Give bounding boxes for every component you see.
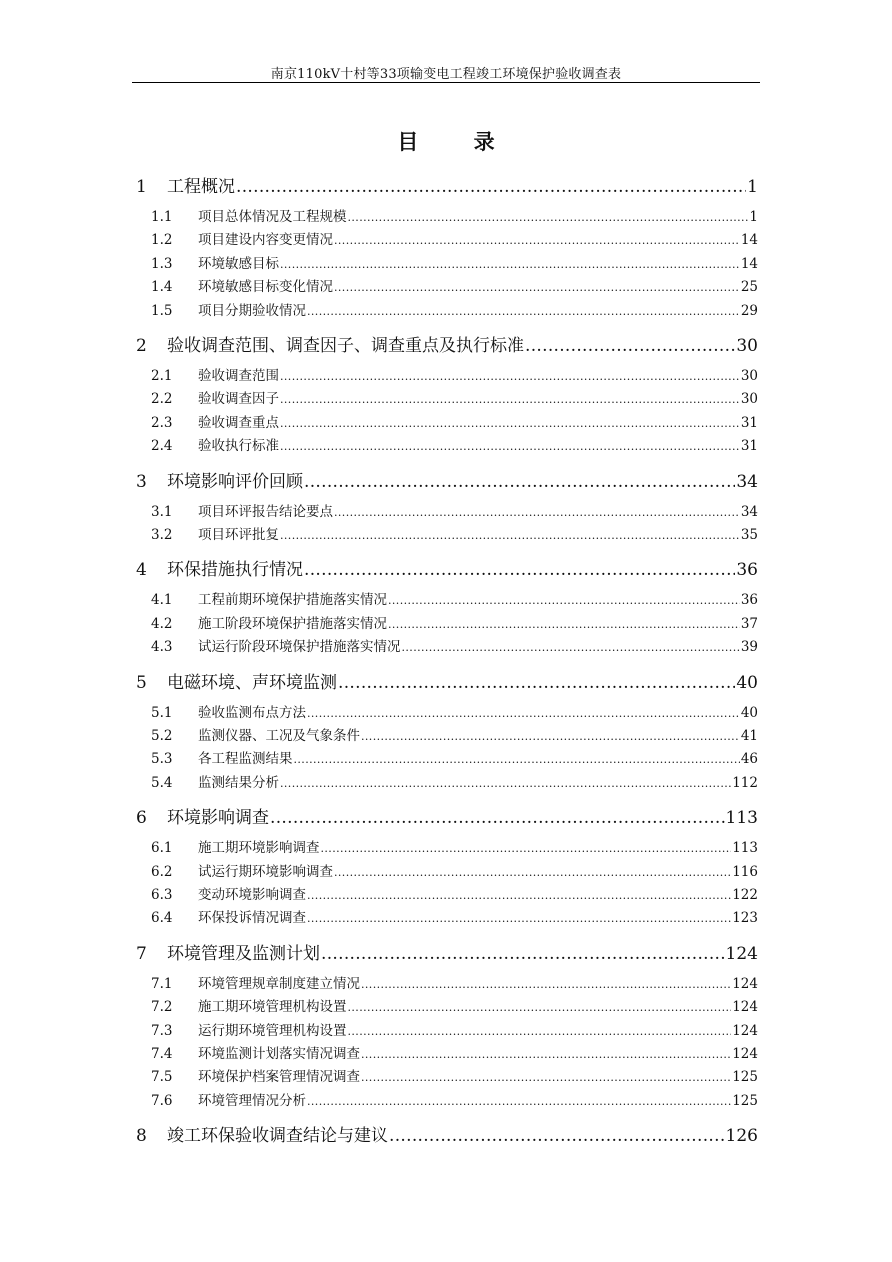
toc-entry-num: 6.4 [151, 910, 173, 927]
toc-entry-label: 项目环评报告结论要点 [198, 503, 333, 520]
toc-entry-label: 环境敏感目标 [198, 255, 279, 272]
toc-entry-num: 5.2 [151, 728, 173, 744]
toc-entry-num: 1.4 [151, 279, 173, 296]
toc-entry-page: 116 [732, 863, 758, 880]
toc-entry-label: 各工程监测结果 [198, 751, 293, 768]
toc-entry-page: 39 [740, 639, 758, 656]
toc-entry-leader-dots [280, 777, 731, 790]
toc-section-7-3[interactable] [151, 1019, 758, 1039]
toc-entry-leader-dots [388, 618, 740, 631]
toc-entry-num: 7.3 [151, 1022, 173, 1039]
toc-entry-page: 1 [747, 177, 758, 197]
toc-entry-label: 项目建设内容变更情况 [198, 232, 333, 249]
toc-entry-num: 3.2 [151, 527, 173, 543]
toc-entry-num: 1 [136, 177, 147, 197]
toc-section-6-2[interactable] [151, 860, 758, 880]
toc-entry-num: 7.4 [151, 1046, 173, 1062]
toc-entry-label: 验收调查重点 [198, 414, 279, 431]
toc-entry-label: 施工阶段环境保护措施落实情况 [198, 615, 387, 632]
toc-entry-label: 验收监测布点方法 [198, 704, 306, 721]
toc-entry-num: 2 [136, 336, 147, 356]
toc-entry-num: 7.5 [151, 1069, 173, 1086]
toc-entry-label: 工程前期环境保护措施落实情况 [198, 592, 387, 609]
toc-entry-label: 环境管理情况分析 [198, 1092, 306, 1109]
toc-entry-page: 31 [740, 414, 758, 431]
toc-entry-page: 124 [732, 1046, 758, 1062]
toc-entry-label: 试运行阶段环境保护措施落实情况 [198, 639, 401, 656]
toc-section-1-2[interactable] [151, 228, 758, 248]
toc-entry-leader-dots [388, 594, 740, 607]
toc-entry-page: 30 [740, 368, 758, 384]
toc-entry-leader-dots [334, 281, 740, 294]
toc-entry-label: 环境敏感目标变化情况 [198, 279, 333, 296]
toc-entry-leader-dots [361, 730, 740, 743]
toc-entry-label: 变动环境影响调查 [198, 887, 306, 903]
toc-entry-leader-dots [334, 866, 731, 879]
toc-entry-num: 5.4 [151, 774, 173, 791]
header-rule [132, 82, 760, 83]
toc-section-4-3[interactable] [151, 635, 758, 655]
toc-entry-leader-dots [334, 506, 740, 519]
toc-section-7-4[interactable] [151, 1042, 758, 1062]
toc-entry-leader-dots [307, 1095, 731, 1108]
toc-entry-leader-dots [338, 673, 735, 693]
toc-chapter-1[interactable] [136, 172, 758, 197]
toc-entry-label: 环境影响调查 [167, 808, 269, 829]
toc-entry-page: 40 [740, 704, 758, 721]
toc-chapter-8[interactable] [136, 1121, 758, 1146]
toc-section-2-1[interactable] [151, 364, 758, 384]
toc-entry-label: 施工期环境管理机构设置 [198, 999, 347, 1016]
toc-entry-leader-dots [294, 753, 740, 766]
toc-section-5-3[interactable] [151, 747, 758, 767]
toc-entry-page: 46 [740, 751, 758, 768]
toc-section-1-3[interactable] [151, 252, 758, 272]
toc-entry-label: 环境保护档案管理情况调查 [198, 1069, 360, 1086]
toc-entry-page: 34 [740, 503, 758, 520]
toc-entry-leader-dots [361, 978, 731, 991]
toc-section-7-2[interactable] [151, 995, 758, 1015]
toc-section-3-2[interactable] [151, 523, 758, 543]
toc-entry-num: 5.1 [151, 704, 173, 721]
toc-entry-label: 监测结果分析 [198, 774, 279, 791]
toc-entry-num: 4.3 [151, 639, 173, 656]
toc-entry-leader-dots [525, 336, 735, 356]
toc-entry-page: 40 [736, 672, 758, 693]
toc-entry-num: 3 [136, 471, 147, 492]
toc-entry-leader-dots [348, 211, 749, 224]
toc-entry-label: 运行期环境管理机构设置 [198, 1022, 347, 1039]
toc-entry-label: 试运行期环境影响调查 [198, 863, 333, 880]
toc-entry-num: 2.3 [151, 414, 173, 431]
toc-entry-page: 25 [740, 279, 758, 296]
toc-entry-label: 项目环评批复 [198, 527, 279, 543]
toc-entry-num: 5.3 [151, 751, 173, 768]
toc-entry-label: 环保投诉情况调查 [198, 910, 306, 927]
toc-entry-num: 6.1 [151, 840, 173, 857]
toc-entry-page: 1 [749, 209, 758, 225]
toc-chapter-6[interactable] [136, 803, 758, 828]
toc-chapter-7[interactable] [136, 939, 758, 964]
toc-section-5-2[interactable] [151, 724, 758, 744]
toc-entry-leader-dots [334, 234, 740, 247]
toc-entry-leader-dots [321, 842, 732, 855]
toc-chapter-3[interactable] [136, 467, 758, 492]
toc-entry-leader-dots [361, 1048, 731, 1061]
toc-entry-page: 37 [740, 615, 758, 632]
toc-entry-leader-dots [280, 529, 740, 542]
toc-entry-label: 环境监测计划落实情况调查 [198, 1046, 360, 1062]
toc-section-4-1[interactable] [151, 588, 758, 608]
toc-entry-leader-dots [307, 305, 740, 318]
toc-entry-leader-dots [348, 1025, 732, 1038]
toc-entry-page: 125 [732, 1092, 758, 1109]
toc-entry-num: 5 [136, 672, 147, 693]
toc-entry-page: 29 [740, 302, 758, 319]
toc-entry-num: 7.2 [151, 999, 173, 1016]
toc-entry-leader-dots [348, 1001, 732, 1014]
toc-entry-num: 1.1 [151, 209, 173, 225]
toc-entry-num: 4.2 [151, 615, 173, 632]
toc-entry-num: 4 [136, 560, 147, 581]
toc-entry-page: 124 [725, 943, 758, 964]
toc-entry-page: 34 [736, 471, 758, 492]
toc-entry-page: 30 [740, 391, 758, 408]
toc-chapter-2[interactable] [136, 331, 758, 356]
toc-entry-page: 125 [732, 1069, 758, 1086]
toc-section-1-1[interactable] [151, 205, 758, 225]
toc-entry-leader-dots [304, 560, 735, 580]
toc-entry-label: 监测仪器、工况及气象条件 [198, 728, 360, 744]
toc-section-2-3[interactable] [151, 411, 758, 431]
toc-entry-page: 14 [740, 232, 758, 249]
toc-entry-label: 项目分期验收情况 [198, 302, 306, 319]
toc-section-3-1[interactable] [151, 500, 758, 520]
toc-entry-leader-dots [280, 370, 740, 383]
toc-entry-num: 6.3 [151, 887, 173, 903]
toc-entry-num: 1.2 [151, 232, 173, 249]
toc-entry-num: 8 [136, 1126, 147, 1147]
toc-entry-leader-dots [307, 889, 731, 902]
toc-entry-label: 验收调查范围 [198, 368, 279, 384]
toc-entry-page: 124 [732, 975, 758, 992]
toc-section-5-1[interactable] [151, 701, 758, 721]
toc-section-2-2[interactable] [151, 387, 758, 407]
toc-entry-label: 环保措施执行情况 [167, 560, 303, 581]
toc-entry-page: 36 [740, 592, 758, 609]
toc-entry-page: 41 [740, 728, 758, 744]
toc-entry-leader-dots [304, 472, 735, 492]
toc-section-6-4[interactable] [151, 906, 758, 926]
toc-entry-leader-dots [321, 944, 725, 964]
toc-section-2-4[interactable] [151, 434, 758, 454]
toc-chapter-5[interactable] [136, 668, 758, 693]
toc-entry-num: 7.1 [151, 975, 173, 992]
toc-entry-leader-dots [236, 177, 746, 197]
toc-entry-leader-dots [307, 912, 731, 925]
toc-entry-num: 1.5 [151, 302, 173, 319]
toc-entry-leader-dots [389, 1126, 725, 1146]
toc-section-6-3[interactable] [151, 883, 758, 903]
toc-entry-label: 施工期环境影响调查 [198, 840, 320, 857]
toc-entry-page: 31 [740, 438, 758, 455]
toc-entry-num: 2.1 [151, 368, 173, 384]
toc-entry-num: 4.1 [151, 592, 173, 609]
toc-section-7-6[interactable] [151, 1089, 758, 1109]
toc-section-7-1[interactable] [151, 972, 758, 992]
toc-entry-leader-dots [280, 258, 740, 271]
toc-section-7-5[interactable] [151, 1065, 758, 1085]
running-header: 南京110kV十村等33项输变电工程竣工环境保护验收调查表 [270, 67, 622, 82]
toc-entry-page: 123 [732, 910, 758, 927]
toc-entry-leader-dots [270, 808, 725, 828]
toc-entry-num: 2.4 [151, 438, 173, 455]
toc-entry-page: 30 [736, 336, 758, 356]
toc-entry-leader-dots [307, 707, 740, 720]
toc-entry-num: 7.6 [151, 1092, 173, 1109]
toc-entry-label: 项目总体情况及工程规模 [198, 209, 347, 225]
toc-section-1-4[interactable] [151, 275, 758, 295]
toc-entry-num: 6.2 [151, 863, 173, 880]
toc-section-1-5[interactable] [151, 299, 758, 319]
toc-entry-page: 124 [732, 1022, 758, 1039]
toc-entry-num: 6 [136, 808, 147, 829]
toc-entry-page: 113 [732, 840, 758, 857]
toc-entry-page: 36 [736, 560, 758, 581]
toc-entry-label: 环境影响评价回顾 [167, 471, 303, 492]
toc-entry-label: 验收调查因子 [198, 391, 279, 408]
toc-entry-leader-dots [361, 1071, 731, 1084]
toc-section-5-4[interactable] [151, 771, 758, 791]
toc-chapter-4[interactable] [136, 555, 758, 580]
toc-entry-page: 112 [732, 774, 758, 791]
toc-entry-leader-dots [280, 440, 740, 453]
toc-entry-label: 验收调查范围、调查因子、调查重点及执行标准 [167, 336, 524, 356]
toc-entry-page: 126 [725, 1126, 758, 1147]
toc-entry-leader-dots [280, 417, 740, 430]
toc-section-6-1[interactable] [151, 836, 758, 856]
toc-entry-leader-dots [402, 641, 740, 654]
toc-entry-page: 113 [725, 808, 758, 829]
toc-entry-page: 14 [740, 255, 758, 272]
toc-entry-num: 1.3 [151, 255, 173, 272]
toc-entry-label: 环境管理及监测计划 [167, 943, 320, 964]
toc-title: 目 录 [397, 129, 519, 154]
toc-entry-label: 竣工环保验收调查结论与建议 [167, 1126, 388, 1147]
toc-entry-num: 3.1 [151, 503, 173, 520]
toc-entry-label: 验收执行标准 [198, 438, 279, 455]
toc-entry-page: 124 [732, 999, 758, 1016]
toc-entry-label: 电磁环境、声环境监测 [167, 672, 337, 693]
toc-entry-page: 35 [740, 527, 758, 543]
toc-entry-page: 122 [732, 887, 758, 903]
toc-entry-label: 环境管理规章制度建立情况 [198, 975, 360, 992]
toc-section-4-2[interactable] [151, 612, 758, 632]
toc-entry-label: 工程概况 [167, 177, 235, 197]
toc-entry-leader-dots [280, 393, 740, 406]
toc-entry-num: 7 [136, 943, 147, 964]
toc-entry-num: 2.2 [151, 391, 173, 408]
